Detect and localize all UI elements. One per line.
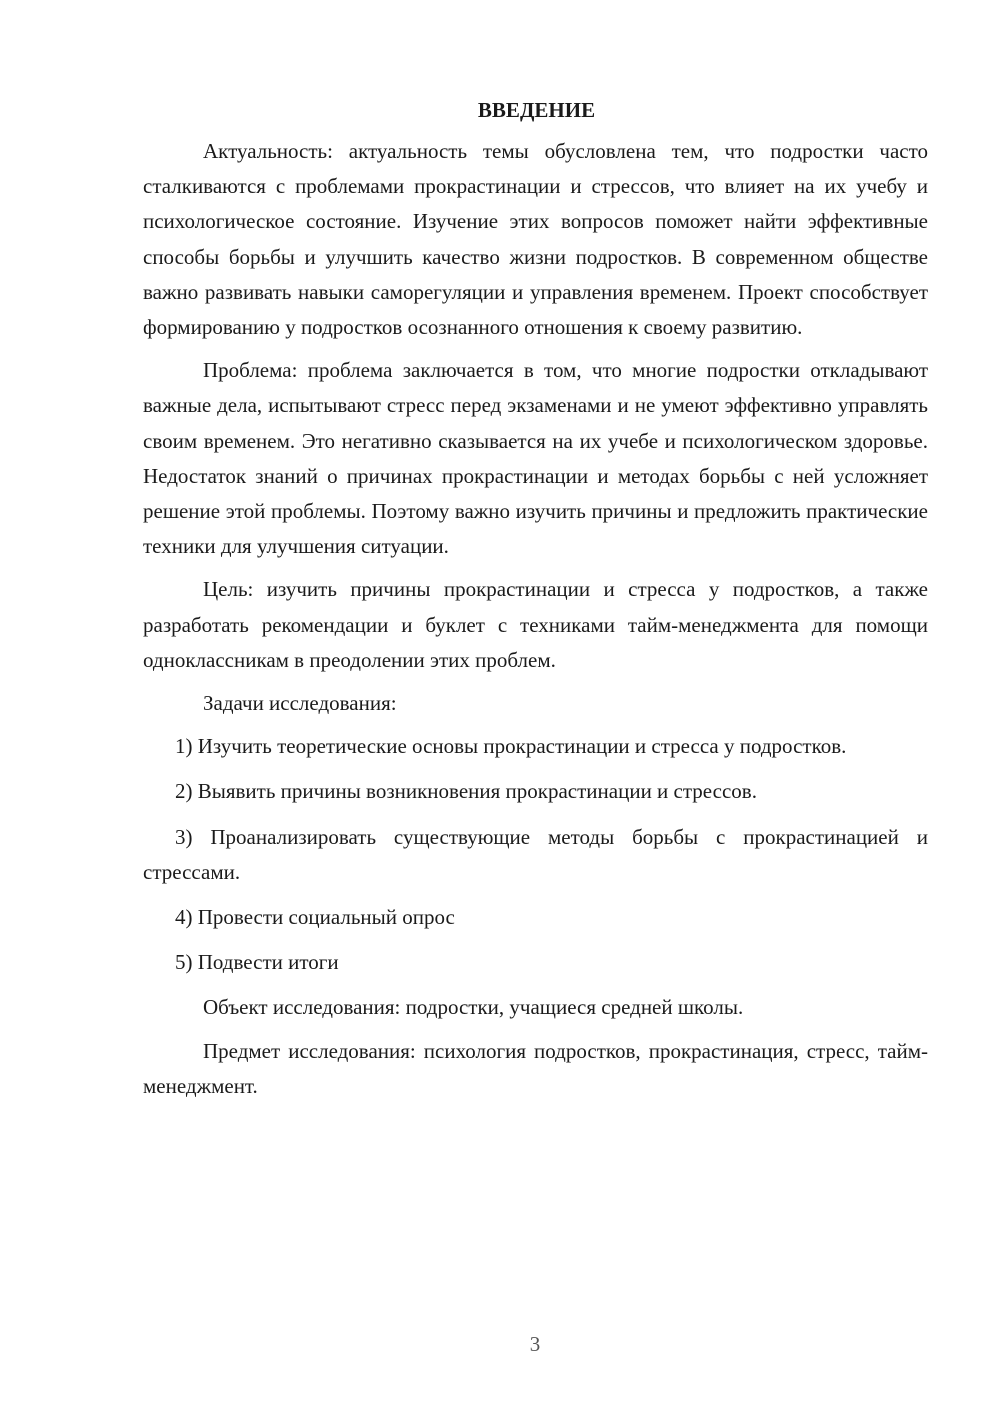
paragraph-goal: Цель: изучить причины прокрастинации и стресса у подростков, а также разработать рекомендации и буклет с техниками тайм-менеджмента для помощи одноклассникам в преодолении этих проблем. [143, 577, 928, 672]
task-item-5: 5) Подвести итоги [175, 950, 339, 975]
paragraph-object: Объект исследования: подростки, учащиеся средней школы. [203, 995, 744, 1020]
tasks-heading: Задачи исследования: [203, 691, 397, 716]
task-item-3: 3) Проанализировать существующие методы борьбы с прокрастинацией и стрессами. [143, 824, 928, 884]
paragraph-problem: Проблема: проблема заключается в том, что многие подростки откладывают важные дела, испытывают стресс перед экзаменами и не умеют эффективно управлять своим временем. Это негативно сказывается на их учебе и психологическом здоровье. Недостаток знаний о причинах прокрастинации и методах борьбы с ней усложняет решение этой проблемы. Поэтому важно изучить причины и предложить практические техники для улучшения ситуации. [143, 358, 928, 559]
section-title: ВВЕДЕНИЕ [477, 98, 596, 122]
page-number: 3 [529, 1332, 541, 1356]
task-item-4: 4) Провести социальный опрос [175, 905, 455, 930]
document-page [143, 92, 928, 1112]
paragraph-relevance: Актуальность: актуальность темы обусловлена тем, что подростки часто сталкиваются с проблемами прокрастинации и стрессов, что влияет на их учебу и психологическое состояние. Изучение этих вопросов поможет найти эффективные способы борьбы и улучшить качество жизни подростков. В современном обществе важно развивать навыки саморегуляции и управления временем. Проект способствует формированию у подростков осознанного отношения к своему развитию. [143, 139, 928, 340]
task-item-2: 2) Выявить причины возникновения прокрастинации и стрессов. [175, 779, 757, 804]
paragraph-subject: Предмет исследования: психология подростков, прокрастинация, стресс, тайм-менеджмент. [143, 1038, 928, 1098]
task-item-1: 1) Изучить теоретические основы прокрастинации и стресса у подростков. [175, 734, 847, 759]
